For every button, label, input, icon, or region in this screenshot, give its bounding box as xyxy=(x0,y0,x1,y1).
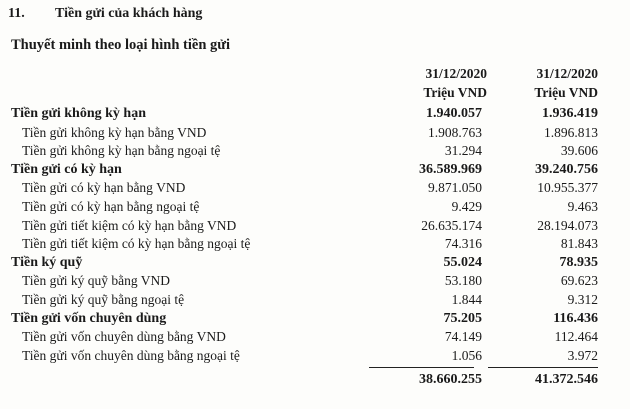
row-value-col1: 36.589.969 xyxy=(419,161,482,177)
col1-unit: Triệu VND xyxy=(423,85,487,100)
group-row xyxy=(0,106,630,125)
row-value-col1: 1.908.763 xyxy=(428,124,482,140)
row-label: Tiền gửi ký quỹ bằng ngoại tệ xyxy=(22,291,185,307)
col1-date: 31/12/2020 xyxy=(425,66,487,81)
group-row xyxy=(0,255,630,274)
row-value-col2: 69.623 xyxy=(560,273,598,289)
row-value-col2: 3.972 xyxy=(567,347,598,363)
table-row xyxy=(0,329,630,348)
section-number: 11. xyxy=(8,6,25,21)
row-label: Tiền gửi không kỳ hạn bằng VND xyxy=(22,124,207,140)
row-value-col1: 74.316 xyxy=(444,236,482,252)
group-row xyxy=(0,311,630,330)
row-label: Tiền gửi vốn chuyên dùng bằng VND xyxy=(22,329,226,345)
row-value-col1: 74.149 xyxy=(444,329,482,345)
subtitle: Thuyết minh theo loại hình tiền gửi xyxy=(11,37,230,53)
row-label: Tiền ký quỹ xyxy=(11,254,83,270)
row-label: Tiền gửi có kỳ hạn bằng VND xyxy=(22,180,186,196)
row-value-col2: 9.463 xyxy=(567,198,598,214)
table-row xyxy=(0,143,630,162)
row-label: Tiền gửi không kỳ hạn xyxy=(11,106,146,121)
table-row xyxy=(0,292,630,311)
row-value-col1: 75.205 xyxy=(443,310,482,326)
row-value-col2: 112.464 xyxy=(554,329,598,345)
table-row xyxy=(0,199,630,218)
total-rule-col2 xyxy=(488,367,598,368)
total-col2: 41.372.546 xyxy=(535,372,598,387)
row-value-col2: 1.896.813 xyxy=(544,124,598,140)
row-value-col1: 1.844 xyxy=(451,291,482,307)
row-value-col2: 28.194.073 xyxy=(537,217,598,233)
col2-unit: Triệu VND xyxy=(534,85,598,100)
row-value-col1: 53.180 xyxy=(444,273,482,289)
deposit-table xyxy=(0,106,630,366)
row-value-col1: 9.871.050 xyxy=(428,180,482,196)
row-label: Tiền gửi ký quỹ bằng VND xyxy=(22,273,170,289)
row-value-col1: 26.635.174 xyxy=(421,217,482,233)
row-value-col1: 55.024 xyxy=(443,254,482,270)
row-value-col2: 1.936.419 xyxy=(542,106,598,121)
row-label: Tiền gửi vốn chuyên dùng bằng ngoại tệ xyxy=(22,347,240,363)
row-value-col2: 116.436 xyxy=(553,310,598,326)
table-row xyxy=(0,348,630,367)
total-col1: 38.660.255 xyxy=(419,372,482,387)
row-label: Tiền gửi tiết kiệm có kỳ hạn bằng VND xyxy=(22,217,237,233)
row-value-col2: 39.606 xyxy=(560,143,598,159)
row-label: Tiền gửi có kỳ hạn xyxy=(11,161,122,177)
section-title: Tiền gửi của khách hàng xyxy=(55,6,203,21)
row-value-col1: 1.940.057 xyxy=(426,106,482,121)
row-value-col1: 9.429 xyxy=(451,198,482,214)
row-value-col2: 81.843 xyxy=(560,236,598,252)
row-value-col2: 39.240.756 xyxy=(535,161,598,177)
row-label: Tiền gửi vốn chuyên dùng xyxy=(11,310,167,326)
total-rule-col1 xyxy=(369,367,474,368)
row-label: Tiền gửi tiết kiệm có kỳ hạn bằng ngoại tệ xyxy=(22,236,251,252)
group-row xyxy=(0,162,630,181)
table-row xyxy=(0,180,630,199)
row-value-col2: 10.955.377 xyxy=(537,180,598,196)
table-row xyxy=(0,273,630,292)
row-label: Tiền gửi có kỳ hạn bằng ngoại tệ xyxy=(22,198,200,214)
row-value-col1: 31.294 xyxy=(444,143,482,159)
row-value-col2: 9.312 xyxy=(567,291,598,307)
col2-date: 31/12/2020 xyxy=(536,66,598,81)
row-label: Tiền gửi không kỳ hạn bằng ngoại tệ xyxy=(22,143,221,159)
table-row xyxy=(0,218,630,237)
row-value-col2: 78.935 xyxy=(559,254,598,270)
table-row xyxy=(0,125,630,144)
table-row xyxy=(0,236,630,255)
row-value-col1: 1.056 xyxy=(451,347,482,363)
